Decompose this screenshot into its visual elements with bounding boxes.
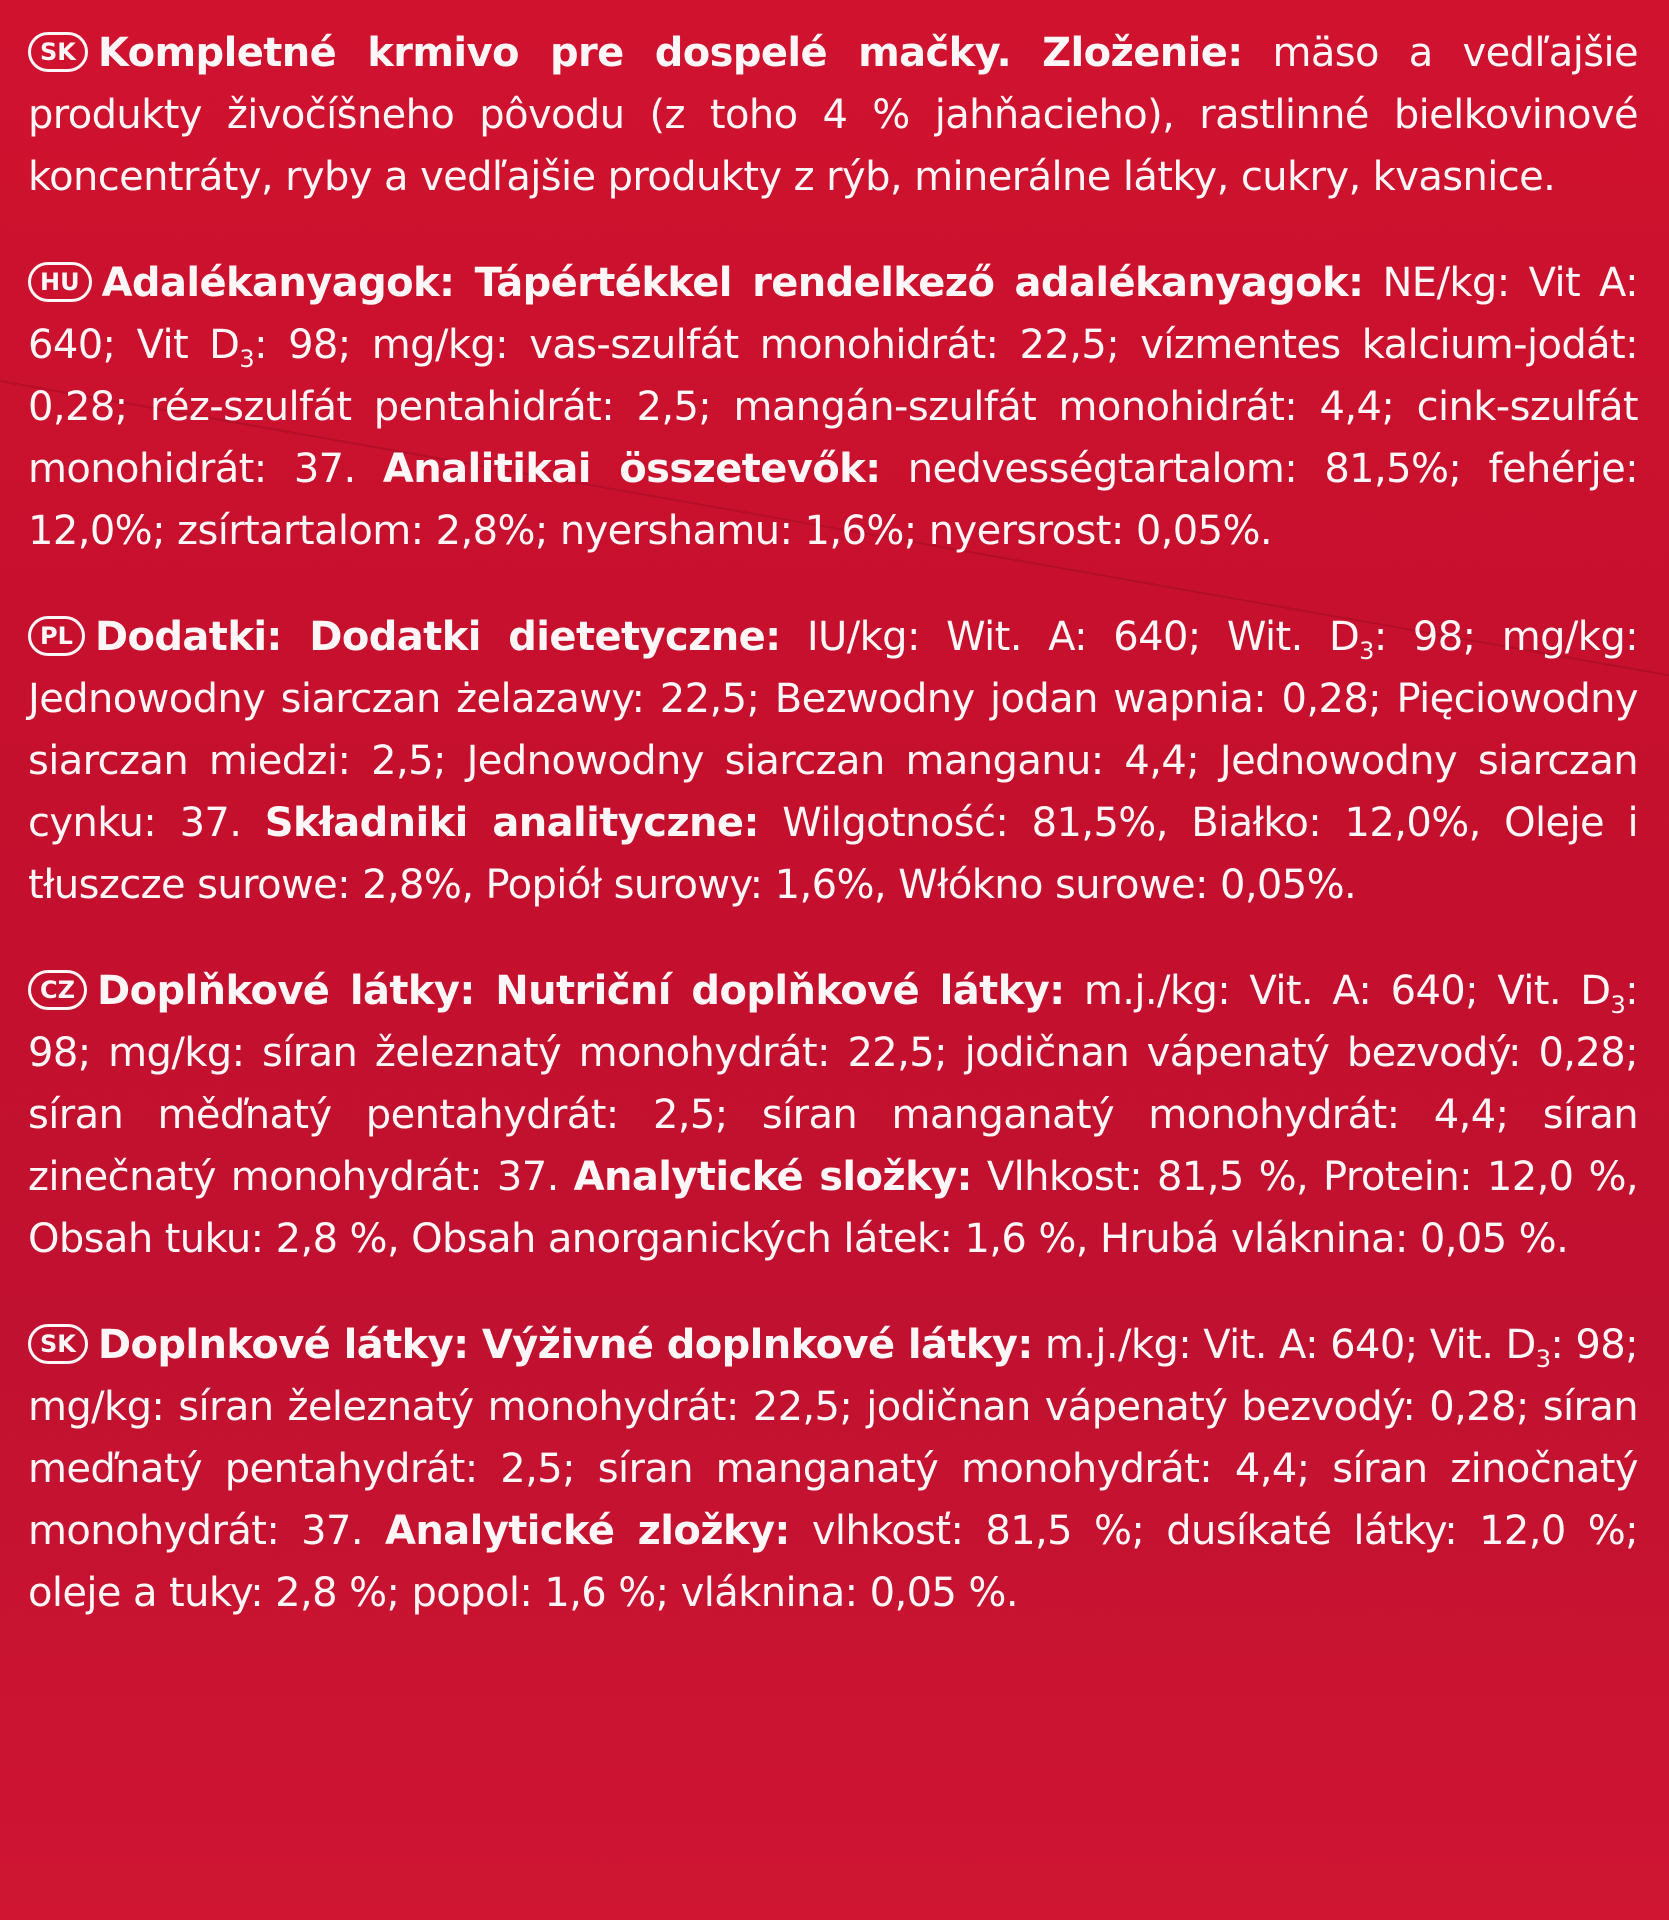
section-text: mäso a vedľajšie produkty živočíšneho pôvodu (z toho 4 % jahňacieho), rastlinné bielkovinové koncentráty, ryby a vedľajšie produkty z rýb, minerálne látky, cukry, kvasnice. (28, 30, 1638, 200)
section-text: NE/kg: Vit A: 640; Vit D (28, 260, 1638, 368)
language-badge-hu: HU (28, 262, 92, 302)
subscript: 3 (1359, 637, 1374, 665)
language-badge-sk: SK (28, 32, 88, 72)
language-badge-pl: PL (28, 616, 85, 656)
section-text: : 98; mg/kg: vas-szulfát monohidrát: 22,5; vízmentes kalcium-jodát: 0,28; réz-szulfát pentahidrát: 2,5; mangán-szulfát monohidrát: 4,4; cink-szulfát monohidrát: 37. (28, 322, 1638, 492)
subscript: 3 (239, 345, 255, 373)
section-sk-additives (28, 1314, 1638, 1624)
section-text: m.j./kg: Vit. A: 640; Vit. D (1083, 968, 1611, 1014)
section-heading: Doplnkové látky: Výživné doplnkové látky: (97, 1322, 1033, 1368)
analytical-text: vlhkosť: 81,5 %; dusíkaté látky: 12,0 %; oleje a tuky: 2,8 %; popol: 1,6 %; vláknina: 0,05 %. (28, 1508, 1638, 1616)
section-heading: Adalékanyagok: Tápértékkel rendelkező adalékanyagok: (101, 260, 1364, 306)
subscript: 3 (1535, 1345, 1551, 1373)
section-heading: Dodatki: Dodatki dietetyczne: (94, 614, 781, 660)
ingredient-label (28, 22, 1638, 1624)
section-heading: Kompletné krmivo pre dospelé mačky. Zloženie: (97, 30, 1243, 76)
section-text: : 98; mg/kg: síran železnatý monohydrát: 22,5; jodičnan vápenatý bezvodý: 0,28; síran meďnatý pentahydrát: 2,5; síran manganatý monohydrát: 4,4; síran zinočnatý monohydrát: 37. (28, 1322, 1638, 1554)
section-text: m.j./kg: Vit. A: 640; Vit. D (1044, 1322, 1536, 1368)
section-text: IU/kg: Wit. A: 640; Wit. D (806, 614, 1360, 660)
section-text: : 98; mg/kg: síran železnatý monohydrát: 22,5; jodičnan vápenatý bezvodý: 0,28; síran měďnatý pentahydrát: 2,5; síran manganatý monohydrát: 4,4; síran zinečnatý monohydrát: 37. (28, 968, 1639, 1200)
subscript: 3 (1610, 991, 1626, 1019)
section-pl-additives (28, 606, 1638, 916)
analytical-heading: Analytické zložky: (384, 1508, 790, 1554)
section-sk-composition (28, 22, 1638, 208)
analytical-heading: Składniki analityczne: (264, 800, 759, 846)
section-hu-additives (28, 252, 1638, 562)
language-badge-sk: SK (28, 1324, 88, 1364)
analytical-text: Wilgotność: 81,5%, Białko: 12,0%, Oleje i tłuszcze surowe: 2,8%, Popiół surowy: 1,6%, Włókno surowe: 0,05%. (28, 800, 1638, 908)
analytical-heading: Analitikai összetevők: (382, 446, 881, 492)
section-cz-additives (28, 960, 1638, 1270)
analytical-text: nedvességtartalom: 81,5%; fehérje: 12,0%; zsírtartalom: 2,8%; nyershamu: 1,6%; nyersrost: 0,05%. (28, 446, 1638, 554)
analytical-text: Vlhkost: 81,5 %, Protein: 12,0 %, Obsah tuku: 2,8 %, Obsah anorganických látek: 1,6 %, Hrubá vláknina: 0,05 %. (28, 1154, 1638, 1262)
language-badge-cz: CZ (28, 970, 87, 1010)
section-heading: Doplňkové látky: Nutriční doplňkové látky: (97, 968, 1065, 1014)
analytical-heading: Analytické složky: (573, 1154, 972, 1200)
section-text: : 98; mg/kg: Jednowodny siarczan żelazawy: 22,5; Bezwodny jodan wapnia: 0,28; Pięciowodny siarczan miedzi: 2,5; Jednowodny siarczan manganu: 4,4; Jednowodny siarczan cynku: 37. (28, 614, 1639, 846)
